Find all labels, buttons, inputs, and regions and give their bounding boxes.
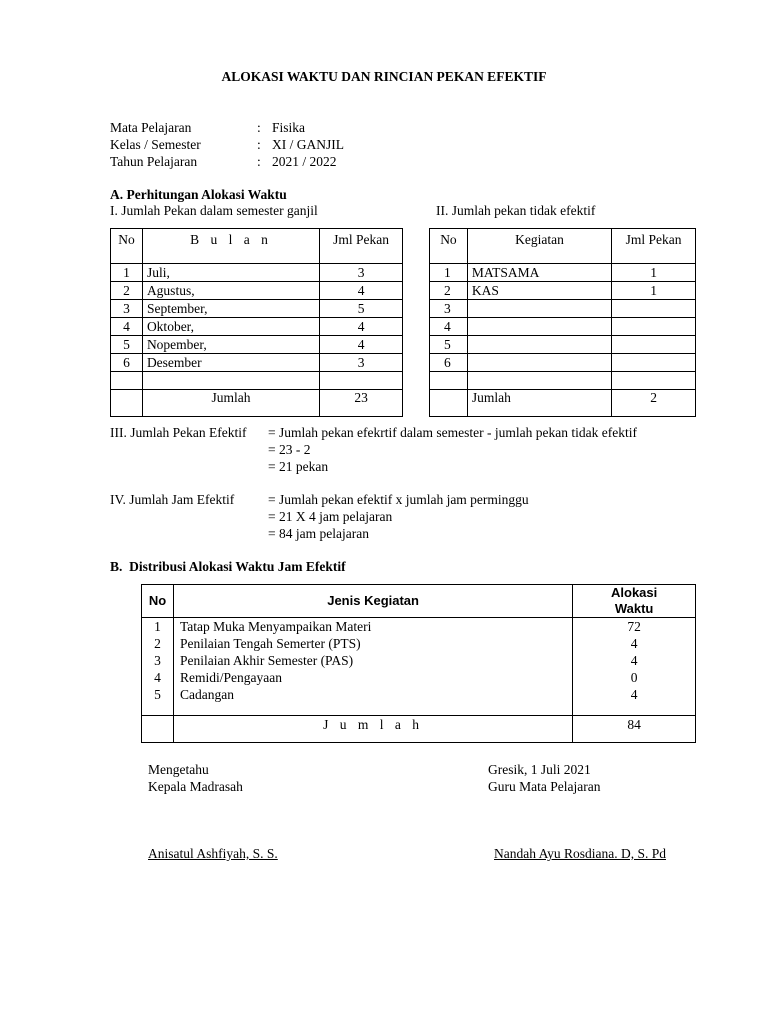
cell-no: 1 xyxy=(142,618,174,636)
calc-effective-hours-line3: = 84 jam pelajaran xyxy=(268,526,369,541)
section-a-sub1: I. Jumlah Pekan dalam semester ganjil xyxy=(110,203,318,218)
table-header: Jml Pekan xyxy=(320,229,403,264)
table-total-row xyxy=(430,390,696,417)
cell-month: Desember xyxy=(142,354,319,372)
calc-effective-weeks-label: III. Jumlah Pekan Efektif xyxy=(110,425,247,440)
table-row xyxy=(430,282,696,300)
info-label-year: Tahun Pelajaran xyxy=(110,154,198,169)
cell-activity: Remidi/Pengayaan xyxy=(173,669,572,686)
table-total-row xyxy=(111,390,403,417)
header-line: Waktu xyxy=(614,601,654,616)
cell-month: Agustus, xyxy=(142,282,319,300)
table-non-effective-weeks xyxy=(429,228,696,417)
table-header-allocation xyxy=(573,585,696,618)
total-label: Jumlah xyxy=(467,390,611,417)
cell-month: Nopember, xyxy=(142,336,319,354)
cell-activity xyxy=(467,318,611,336)
total-value: 23 xyxy=(320,390,403,417)
info-sep: : xyxy=(257,154,261,169)
table-row xyxy=(430,336,696,354)
table-row xyxy=(111,336,403,354)
cell-activity: Cadangan xyxy=(173,686,572,703)
cell-weeks xyxy=(612,354,696,372)
signature-left-name: Anisatul Ashfiyah, S. S. xyxy=(148,846,278,861)
table-total-row xyxy=(142,716,696,743)
cell-activity: Tatap Muka Menyampaikan Materi xyxy=(173,618,572,636)
cell-month: September, xyxy=(142,300,319,318)
cell-no: 5 xyxy=(430,336,468,354)
cell-activity: MATSAMA xyxy=(467,264,611,282)
table-weeks-per-month xyxy=(110,228,403,417)
cell-activity: Penilaian Tengah Semerter (PTS) xyxy=(173,635,572,652)
cell-no: 4 xyxy=(430,318,468,336)
table-row xyxy=(142,635,696,652)
cell-no: 6 xyxy=(111,354,143,372)
cell-no: 5 xyxy=(142,686,174,703)
info-value-class: XI / GANJIL xyxy=(272,137,344,152)
cell-weeks xyxy=(612,336,696,354)
cell-activity xyxy=(467,336,611,354)
info-label-class: Kelas / Semester xyxy=(110,137,201,152)
total-label: J u m l a h xyxy=(173,716,572,743)
calc-effective-hours-label: IV. Jumlah Jam Efektif xyxy=(110,492,235,507)
table-header: No xyxy=(430,229,468,264)
calc-effective-weeks-line2: = 23 - 2 xyxy=(268,442,311,457)
info-value-subject: Fisika xyxy=(272,120,306,135)
table-header: B u l a n xyxy=(142,229,319,264)
cell-weeks: 4 xyxy=(320,282,403,300)
table-header: Kegiatan xyxy=(467,229,611,264)
table-header: Jenis Kegiatan xyxy=(173,585,572,618)
table-row-empty xyxy=(142,703,696,716)
table-row xyxy=(111,300,403,318)
cell-hours: 72 xyxy=(573,618,696,636)
signature-left-line2: Kepala Madrasah xyxy=(148,779,243,794)
table-row xyxy=(142,686,696,703)
calc-effective-weeks-line3: = 21 pekan xyxy=(268,459,329,474)
calc-effective-hours-line1: = Jumlah pekan efektif x jumlah jam perminggu xyxy=(268,492,529,507)
cell-weeks: 3 xyxy=(320,264,403,282)
cell-weeks: 1 xyxy=(612,282,696,300)
cell-no: 1 xyxy=(111,264,143,282)
table-row xyxy=(111,354,403,372)
calc-effective-hours-line2: = 21 X 4 jam pelajaran xyxy=(268,509,393,524)
cell-weeks: 3 xyxy=(320,354,403,372)
cell-weeks: 5 xyxy=(320,300,403,318)
cell-no: 3 xyxy=(111,300,143,318)
cell-weeks xyxy=(612,300,696,318)
signature-right-name: Nandah Ayu Rosdiana. D, S. Pd xyxy=(494,846,667,861)
cell-activity: Penilaian Akhir Semester (PAS) xyxy=(173,652,572,669)
cell-activity xyxy=(467,354,611,372)
document-title: ALOKASI WAKTU DAN RINCIAN PEKAN EFEKTIF xyxy=(221,69,547,84)
cell-weeks: 4 xyxy=(320,336,403,354)
cell-no: 1 xyxy=(430,264,468,282)
table-row xyxy=(111,318,403,336)
cell-weeks: 4 xyxy=(320,318,403,336)
cell-hours: 4 xyxy=(573,652,696,669)
cell-no: 3 xyxy=(142,652,174,669)
table-row xyxy=(142,618,696,636)
table-header: Jml Pekan xyxy=(612,229,696,264)
cell-no: 5 xyxy=(111,336,143,354)
cell-no: 3 xyxy=(430,300,468,318)
table-row xyxy=(430,354,696,372)
header-line: Alokasi xyxy=(611,585,658,600)
info-label-subject: Mata Pelajaran xyxy=(110,120,192,135)
cell-no: 2 xyxy=(430,282,468,300)
total-value: 84 xyxy=(573,716,696,743)
cell-hours: 0 xyxy=(573,669,696,686)
table-row xyxy=(430,300,696,318)
table-row xyxy=(142,669,696,686)
table-row-empty xyxy=(111,372,403,390)
cell-hours: 4 xyxy=(573,635,696,652)
table-time-distribution xyxy=(141,584,696,743)
signature-right-line2: Guru Mata Pelajaran xyxy=(488,779,601,794)
signature-right-line1: Gresik, 1 Juli 2021 xyxy=(488,762,591,777)
cell-no: 6 xyxy=(430,354,468,372)
cell-activity xyxy=(467,300,611,318)
info-sep: : xyxy=(257,120,261,135)
table-row xyxy=(111,264,403,282)
section-b-heading: B. Distribusi Alokasi Waktu Jam Efektif xyxy=(110,559,346,574)
cell-month: Oktober, xyxy=(142,318,319,336)
cell-month: Juli, xyxy=(142,264,319,282)
cell-weeks: 1 xyxy=(612,264,696,282)
cell-hours: 4 xyxy=(573,686,696,703)
table-row xyxy=(142,652,696,669)
table-row-empty xyxy=(430,372,696,390)
cell-weeks xyxy=(612,318,696,336)
cell-no: 2 xyxy=(142,635,174,652)
cell-no: 4 xyxy=(142,669,174,686)
cell-no: 2 xyxy=(111,282,143,300)
table-header: No xyxy=(111,229,143,264)
info-value-year: 2021 / 2022 xyxy=(272,154,337,169)
cell-activity: KAS xyxy=(467,282,611,300)
section-a-heading: A. Perhitungan Alokasi Waktu xyxy=(110,187,287,202)
total-label: Jumlah xyxy=(142,390,319,417)
section-a-sub2: II. Jumlah pekan tidak efektif xyxy=(436,203,596,218)
table-header: No xyxy=(142,585,174,618)
info-sep: : xyxy=(257,137,261,152)
calc-effective-weeks-line1: = Jumlah pekan efekrtif dalam semester - jumlah pekan tidak efektif xyxy=(268,425,637,440)
table-row xyxy=(430,264,696,282)
total-value: 2 xyxy=(612,390,696,417)
signature-left-line1: Mengetahu xyxy=(148,762,209,777)
cell-no: 4 xyxy=(111,318,143,336)
table-row xyxy=(430,318,696,336)
table-row xyxy=(111,282,403,300)
